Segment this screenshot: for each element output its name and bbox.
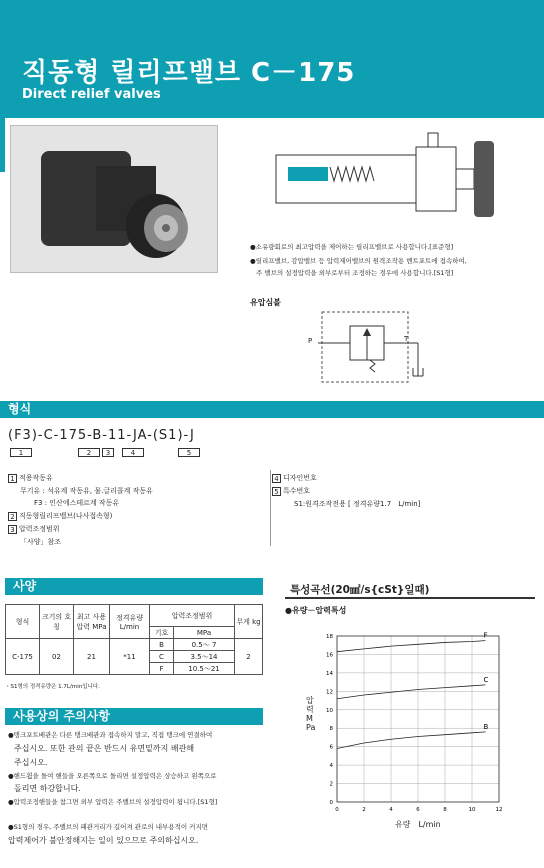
legend-divider xyxy=(270,470,271,546)
x-tick-label: 6 xyxy=(416,807,420,813)
model-code: (F3)-C-175-B-11-JA-(S1)-J xyxy=(8,428,195,443)
x-tick-label: 10 xyxy=(468,807,476,813)
chart-ticks xyxy=(326,631,503,813)
legend-item: 적용작동유 xyxy=(19,474,53,482)
cell-range: 3.5～14 xyxy=(174,651,235,663)
y-axis-label: 압력 MPa xyxy=(306,696,316,732)
cell-code: C xyxy=(150,651,174,663)
caution-line: 압력제어가 불안정해지는 일이 있으므로 주의하십시오. xyxy=(8,836,199,845)
cell-range: 10.5～21 xyxy=(174,663,235,675)
y-axis-label-top xyxy=(306,696,316,732)
legend-item: 「사양」참조 xyxy=(20,538,62,546)
y-tick-label: 18 xyxy=(326,634,333,640)
port-p-label: P xyxy=(308,337,313,345)
x-tick-label: 2 xyxy=(362,807,366,813)
marker-3: 3 xyxy=(102,448,114,457)
col-weight: 무게 kg xyxy=(235,605,263,639)
col-code: 기호 xyxy=(150,627,174,639)
spec-note: ・S1형의 정격유량은 1.7L/min입니다. xyxy=(5,684,100,690)
caution-line: 주십시오. 또한 관의 끝은 반드시 유면밑까지 배관해 xyxy=(14,744,195,753)
col-rated-flow: 정격유량 L/min xyxy=(110,605,150,639)
legend-item: S1:원격조작전용 [ 정격유량1.7 L/min] xyxy=(294,500,421,508)
series-label-B: B xyxy=(483,722,489,731)
y-tick-label: 16 xyxy=(326,652,333,659)
caution-line: 주십시오. xyxy=(14,758,48,767)
col-size: 크기의 호칭 xyxy=(40,605,74,639)
model-section-header: 형식 xyxy=(0,401,544,418)
legend-item: 특수번호 xyxy=(283,487,311,495)
x-tick-label: 0 xyxy=(335,807,339,813)
description-line-2: ●릴리프밸브, 감압밸브 등 압력제어밸브의 원격조작용 벤트포트에 접속하여, xyxy=(250,257,467,265)
y-tick-label: 4 xyxy=(329,763,333,770)
chart-grid xyxy=(337,636,499,802)
col-mpa: MPa xyxy=(174,627,235,639)
hydraulic-symbol-label: 유압심볼 xyxy=(250,298,281,307)
series-line-C xyxy=(337,685,486,699)
cell-pressure: 21 xyxy=(74,639,110,675)
series-line-F xyxy=(337,641,486,652)
y-tick-label: 6 xyxy=(329,744,333,751)
y-tick-label: 12 xyxy=(326,689,333,696)
y-tick-label: 8 xyxy=(329,726,333,733)
curve-subheading: ●유량－압력특성 xyxy=(285,606,347,615)
col-model: 형식 xyxy=(6,605,40,639)
page-title: 직동형 릴리프밸브 C－175 xyxy=(22,58,356,88)
col-pressure-range: 압력조정범위 xyxy=(150,605,235,627)
marker-1: 1 xyxy=(10,448,32,457)
series-label-F: F xyxy=(483,631,488,640)
spec-table xyxy=(5,604,263,675)
legend-item: F3 : 인산에스테르계 작동유 xyxy=(34,499,120,507)
page-subtitle: Direct relief valves xyxy=(22,87,161,102)
marker-5: 5 xyxy=(178,448,200,457)
x-tick-label: 8 xyxy=(443,807,447,813)
marker-4: 4 xyxy=(122,448,144,457)
caution-section-header: 사용상의 주의사항 xyxy=(5,708,263,725)
x-tick-label: 12 xyxy=(495,807,503,813)
chart-series xyxy=(337,632,489,749)
curve-heading-rule xyxy=(285,597,535,599)
cross-section-drawing xyxy=(268,125,508,225)
y-tick-label: 10 xyxy=(326,707,333,714)
cell-code: B xyxy=(150,639,174,651)
cell-weight: 2 xyxy=(235,639,263,675)
cell-range: 0.5～ 7 xyxy=(174,639,235,651)
y-tick-label: 14 xyxy=(326,670,333,677)
description-line-1: ●소유량회로의 최고압력을 제어하는 릴리프밸브로 사용합니다.[표준형] xyxy=(250,243,454,251)
caution-line: ●핸드휠을 돌여 핸들을 오른쪽으로 돌리면 설정압력은 상승하고 왼쪽으로 xyxy=(8,772,217,780)
cell-code: F xyxy=(150,663,174,675)
legend-item: 디자인번호 xyxy=(283,474,317,482)
cell-flow: *11 xyxy=(110,639,150,675)
x-axis-label: 유량 L/min xyxy=(395,820,441,829)
y-tick-label: 0 xyxy=(329,800,333,806)
marker-2: 2 xyxy=(78,448,100,457)
spec-section-header: 사양 xyxy=(5,578,263,595)
x-tick-label: 4 xyxy=(389,807,393,813)
flow-pressure-chart xyxy=(285,622,540,832)
caution-line: ●S1형의 경우, 주밸브의 패관거리가 길어져 관로의 내부용적이 커지면 xyxy=(8,823,208,831)
port-t-label: T xyxy=(404,335,409,343)
y-tick-label: 2 xyxy=(329,781,333,788)
legend-item: 무기유 : 석유계 작동유, 물.글리콜계 작동유 xyxy=(20,487,153,495)
legend-item: 압력조정범위 xyxy=(19,525,60,533)
series-label-C: C xyxy=(483,675,489,684)
caution-line: ●탱크포트배관은 다른 탱크배관과 접속하지 말고, 직접 탱크에 연결하여 xyxy=(8,731,213,739)
cell-model: C-175 xyxy=(6,639,40,675)
description-line-3: 주 밸브의 설정압력을 외부로부터 조정하는 경우에 사용합니다.[S1형] xyxy=(256,269,454,277)
hydraulic-symbol xyxy=(318,310,438,386)
series-line-B xyxy=(337,732,486,749)
caution-line: ●압력조정핸들을 참그면 외부 압력은 주밸브의 설정압력이 됩니다.[S1형] xyxy=(8,798,218,806)
curve-heading: 특성곡선(20㎟/s{cSt}일때) xyxy=(290,584,430,596)
caution-line: 돌리면 하강합니다. xyxy=(14,784,81,793)
legend-item: 직동형릴리프밸브(나사접속형) xyxy=(19,512,113,520)
col-max-pressure: 최고 사용압력 MPa xyxy=(74,605,110,639)
cell-size: 02 xyxy=(40,639,74,675)
product-photo xyxy=(10,125,218,273)
side-accent xyxy=(0,118,5,172)
